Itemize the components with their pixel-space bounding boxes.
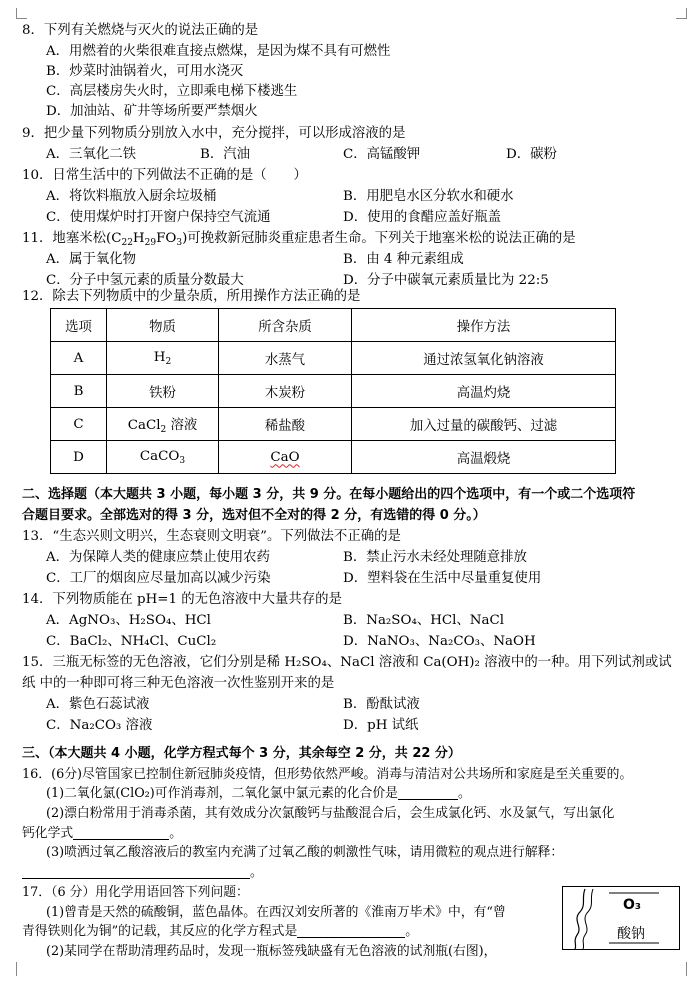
- row-impurity: CaO: [219, 441, 352, 474]
- q14-option-b: B．Na₂SO₄、HCl、NaCl: [343, 613, 505, 628]
- q13-option-b: B．禁止污水未经处理随意排放: [343, 550, 527, 565]
- table-row: [51, 441, 616, 474]
- answer-blank[interactable]: [398, 785, 458, 800]
- q11-stem: 11．地塞米松$(C_{22}H_{29}FO_3)$可挽救新冠肺炎重症患者生命。下列关于地塞米松的说法正确的是: [22, 231, 576, 248]
- q13-option-d: D．塑料袋在生活中尽量重复使用: [343, 571, 542, 586]
- q14-option-d: D．NaNO₃、Na₂CO₃、NaOH: [343, 634, 536, 649]
- header-impurity: 所含杂质: [219, 309, 352, 342]
- q10-option-b: B．用肥皂水区分软水和硬水: [343, 189, 514, 204]
- q8-option-d: D．加油站、矿井等场所要严禁烟火: [46, 104, 258, 119]
- table-row: [51, 375, 616, 408]
- q17-part2: (2)某同学在帮助清理药品时，发现一瓶标签残缺盛有无色溶液的试剂瓶(右图)，: [46, 944, 497, 959]
- q10-option-a: A．将饮料瓶放入厨余垃圾桶: [46, 189, 217, 204]
- row-substance: CaCO$_3$: [107, 441, 219, 474]
- q16-part3: (3)喷洒过氧乙酸溶液后的教室内充满了过氧乙酸的刺激性气味，请用微粒的观点进行解释：: [46, 845, 564, 860]
- row-option: D: [51, 441, 107, 474]
- q13-option-c: C．工厂的烟囱应尽量加高以减少污染: [46, 571, 271, 586]
- reagent-bottle-figure: [562, 886, 680, 950]
- section3-heading: 三、（本大题共 4 小题，化学方程式每个 3 分，其余每空 2 分，共 22 分）: [22, 746, 461, 761]
- row-method: 加入过量的碳酸钙、过滤: [352, 408, 616, 441]
- q15-option-b: B．酚酞试液: [343, 697, 420, 712]
- q11-option-c: C．分子中氢元素的质量分数最大: [46, 273, 244, 288]
- row-option: B: [51, 375, 107, 408]
- q8-stem: 8．下列有关燃烧与灭火的说法正确的是: [22, 23, 259, 38]
- q16-part2-line2: 钙化学式 。: [22, 826, 182, 841]
- q14-option-c: C．BaCl₂、NH₄Cl、CuCl₂: [46, 634, 217, 649]
- q8-option-a: A．用燃着的火柴很难直接点燃煤，是因为煤不具有可燃性: [46, 44, 391, 59]
- label-name-fragment: 酸钠: [617, 926, 645, 942]
- q14-stem: 14．下列物质能在 pH=1 的无色溶液中大量共存的是: [22, 592, 342, 607]
- q10-option-c: C．使用煤炉时打开窗户保持空气流通: [46, 210, 271, 225]
- row-substance: CaCl$_2$ 溶液: [107, 408, 219, 441]
- q13-option-a: A．为保障人类的健康应禁止使用农药: [46, 550, 270, 565]
- row-substance: $H_2$: [107, 342, 219, 375]
- answer-blank[interactable]: [22, 864, 250, 879]
- row-method: 高温灼烧: [352, 375, 616, 408]
- q8-option-c: C．高层楼房失火时，立即乘电梯下楼逃生: [46, 84, 298, 99]
- answer-blank[interactable]: [73, 825, 169, 840]
- table-row: [51, 408, 616, 441]
- crop-mark-bottom-left: [16, 962, 27, 976]
- header-method: 操作方法: [352, 309, 616, 342]
- q16-part2-line1: (2)漂白粉常用于消毒杀菌，其有效成分次氯酸钙与盐酸混合后，会生成氯化钙、水及氯气，写出氯化: [46, 806, 615, 821]
- q12-stem: 12．除去下列物质中的少量杂质，所用操作方法正确的是: [22, 289, 361, 304]
- q10-stem: 10．日常生活中的下列做法不正确的是（ ）: [22, 168, 307, 183]
- answer-blank[interactable]: [297, 923, 405, 938]
- q9-stem: 9．把少量下列物质分别放入水中，充分搅拌，可以形成溶液的是: [22, 126, 406, 141]
- q12-options-table: [50, 308, 616, 474]
- q9-option-b: B．汽油: [200, 147, 251, 162]
- q15-option-d: D．pH 试纸: [343, 718, 419, 733]
- q13-stem: 13．“生态兴则文明兴，生态衰则文明衰”。下列做法不正确的是: [22, 529, 401, 544]
- q16-part3-answer: 。: [22, 863, 263, 882]
- header-option: 选项: [51, 309, 107, 342]
- label-formula-fragment: O₃: [623, 897, 642, 913]
- table-header-row: [51, 309, 616, 342]
- crop-mark-top-right: [676, 8, 687, 19]
- row-substance: 铁粉: [107, 375, 219, 408]
- q11-option-b: B．由 4 种元素组成: [343, 252, 464, 267]
- row-method: 高温煅烧: [352, 441, 616, 474]
- q17-part1-line1: (1)曾青是天然的硫酸铜，蓝色晶体。在西汉刘安所著的《淮南万毕术》中，有“曾: [46, 905, 506, 920]
- row-impurity: 稀盐酸: [219, 408, 352, 441]
- q15-option-a: A．紫色石蕊试液: [46, 697, 150, 712]
- q15-stem-line1: 15．三瓶无标签的无色溶液，它们分别是稀 H₂SO₄、NaCl 溶液和 Ca(OH)₂ 溶液中的一种。用下列试剂或试: [22, 655, 672, 670]
- table-row: [51, 342, 616, 375]
- q9-option-c: C．高锰酸钾: [343, 147, 421, 162]
- q16-stem: 16．(6分)尽管国家已控制住新冠肺炎疫情，但形势依然严峻。消毒与清洁对公共场所和家庭是至关重要的。: [22, 767, 633, 782]
- row-method: 通过浓氢氧化钠溶液: [352, 342, 616, 375]
- q9-option-d: D．碳粉: [506, 147, 557, 162]
- crop-mark-top-left: [16, 8, 27, 19]
- header-substance: 物质: [107, 309, 219, 342]
- q15-stem-line2: 纸 中的一种即可将三种无色溶液一次性鉴别开来的是: [22, 676, 335, 691]
- q11-option-d: D．分子中碳氧元素质量比为 22:5: [343, 273, 549, 288]
- row-impurity: 水蒸气: [219, 342, 352, 375]
- q17-part1-line2: 青得铁则化为铜”的记载，其反应的化学方程式是 。: [22, 924, 419, 939]
- section2-heading-line1: 二、选择题（本大题共 3 小题，每小题 3 分，共 9 分。在每小题给出的四个选项中，有一个或二个选项符: [22, 487, 636, 502]
- row-impurity: 木炭粉: [219, 375, 352, 408]
- q9-option-a: A．三氧化二铁: [46, 147, 137, 162]
- row-option: A: [51, 342, 107, 375]
- section2-heading-line2: 合题目要求。全部选对的得 3 分，选对但不全对的得 2 分，有选错的得 0 分。）: [22, 508, 486, 523]
- q11-option-a: A．属于氧化物: [46, 252, 137, 267]
- q15-option-c: C．Na₂CO₃ 溶液: [46, 718, 153, 733]
- q14-option-a: A．AgNO₃、H₂SO₄、HCl: [46, 613, 211, 628]
- crop-mark-bottom-right: [676, 962, 687, 976]
- row-option: C: [51, 408, 107, 441]
- q8-option-b: B．炒菜时油锅着火，可用水浇灭: [46, 64, 244, 79]
- q10-option-d: D．使用的食醋应盖好瓶盖: [343, 210, 502, 225]
- q16-part1: (1)二氧化氯(ClO₂)可作消毒剂，二氧化氯中氯元素的化合价是 。: [46, 786, 471, 801]
- q17-stem: 17．（6 分）用化学用语回答下列问题：: [22, 885, 249, 900]
